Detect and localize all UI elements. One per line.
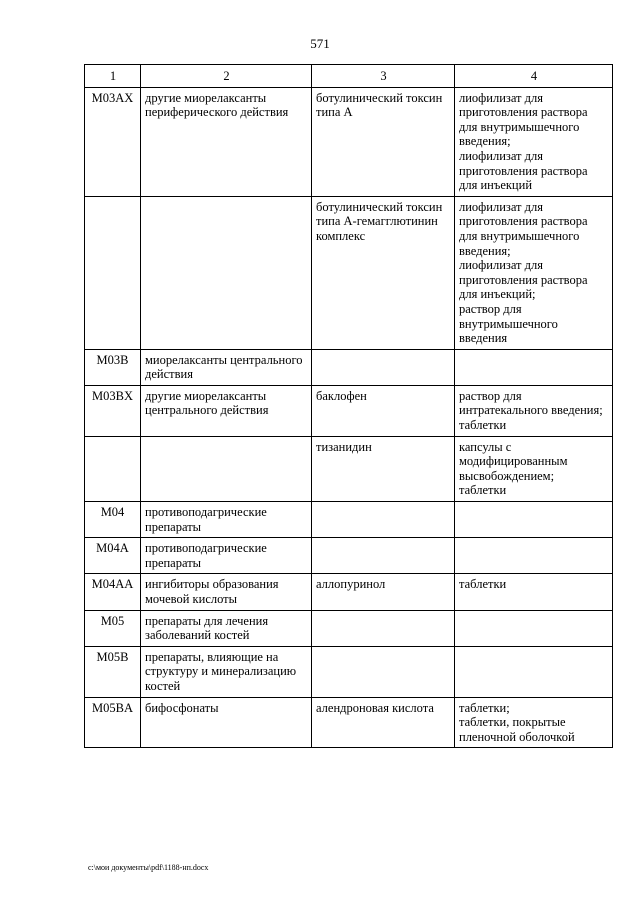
dosage-forms-cell xyxy=(455,436,613,501)
dosage-forms-line: для внутримышечного xyxy=(459,119,580,134)
page-number: 571 xyxy=(310,36,330,51)
active-substance-line: аллопуринол xyxy=(316,577,386,592)
pharmacological-group-line: препараты, влияющие на xyxy=(145,649,279,664)
table-row xyxy=(85,349,613,385)
dosage-forms-cell xyxy=(455,196,613,349)
column-header-3: 3 xyxy=(312,65,455,88)
footer-file-path: c:\мои документы\pdf\1188-нп.docx xyxy=(88,863,209,872)
dosage-forms-line: лиофилизат для xyxy=(459,148,543,163)
pharmacological-group-line: костей xyxy=(145,678,181,693)
active-substance-cell xyxy=(312,610,455,646)
atc-code-cell xyxy=(85,436,141,501)
pharmacological-group-cell xyxy=(141,574,312,610)
drug-classification-table-wrapper xyxy=(84,64,612,748)
active-substance-cell xyxy=(312,502,455,538)
active-substance-cell xyxy=(312,538,455,574)
table-row xyxy=(85,502,613,538)
dosage-forms-cell xyxy=(455,610,613,646)
pharmacological-group-line: бифосфонаты xyxy=(145,700,219,715)
pharmacological-group-line: центрального действия xyxy=(145,403,269,418)
active-substance-line: типа А xyxy=(316,105,353,120)
pharmacological-group-line: действия xyxy=(145,367,193,382)
atc-code-cell: M05 xyxy=(85,610,141,646)
dosage-forms-line: высвобождением; xyxy=(459,468,555,483)
pharmacological-group-cell xyxy=(141,538,312,574)
active-substance-cell xyxy=(312,87,455,196)
table-row xyxy=(85,87,613,196)
column-number-header-row xyxy=(85,65,613,88)
pharmacological-group-line: мочевой кислоты xyxy=(145,592,238,606)
active-substance-line: алендроновая кислота xyxy=(316,700,434,715)
active-substance-line: ботулинический токсин xyxy=(316,90,443,105)
table-row xyxy=(85,697,613,748)
active-substance-cell xyxy=(312,385,455,436)
pharmacological-group-cell xyxy=(141,697,312,748)
atc-code-cell xyxy=(85,196,141,349)
atc-code-cell: M04A xyxy=(85,538,141,574)
table-row xyxy=(85,574,613,610)
active-substance-cell xyxy=(312,349,455,385)
dosage-forms-cell xyxy=(455,87,613,196)
pharmacological-group-line: другие миорелаксанты xyxy=(145,388,267,403)
dosage-forms-cell xyxy=(455,538,613,574)
pharmacological-group-line: заболеваний костей xyxy=(145,628,250,643)
atc-code-cell: M03B xyxy=(85,349,141,385)
pharmacological-group-line: миорелаксанты центрального xyxy=(145,352,303,367)
table-body xyxy=(85,87,613,748)
pharmacological-group-cell xyxy=(141,385,312,436)
active-substance-cell xyxy=(312,196,455,349)
atc-code-cell: M05B xyxy=(85,646,141,697)
dosage-forms-line: таблетки, покрытые xyxy=(459,715,566,730)
dosage-forms-line: для инъекций xyxy=(459,178,533,193)
dosage-forms-cell xyxy=(455,385,613,436)
active-substance-line: типа А-гемагглютинин xyxy=(316,214,438,229)
dosage-forms-line: введения; xyxy=(459,243,511,258)
dosage-forms-line: модифицированным xyxy=(459,454,568,469)
dosage-forms-cell xyxy=(455,646,613,697)
dosage-forms-line: введения; xyxy=(459,134,511,149)
dosage-forms-cell xyxy=(455,502,613,538)
pharmacological-group-line: структуру и минерализацию xyxy=(145,664,297,679)
active-substance-line: комплекс xyxy=(316,228,366,243)
table-row xyxy=(85,538,613,574)
dosage-forms-line: для внутримышечного xyxy=(459,228,580,243)
dosage-forms-line: лиофилизат для xyxy=(459,199,543,214)
table-row xyxy=(85,436,613,501)
table-row xyxy=(85,385,613,436)
active-substance-cell xyxy=(312,697,455,748)
atc-code-cell: M03AX xyxy=(85,87,141,196)
dosage-forms-cell xyxy=(455,574,613,610)
pharmacological-group-line: противоподагрические xyxy=(145,505,267,520)
dosage-forms-cell xyxy=(455,349,613,385)
dosage-forms-line: приготовления раствора xyxy=(459,105,588,120)
dosage-forms-line: приготовления раствора xyxy=(459,214,588,229)
pharmacological-group-line: препараты xyxy=(145,555,202,570)
pharmacological-group-cell xyxy=(141,646,312,697)
atc-code-cell: M05BA xyxy=(85,697,141,748)
dosage-forms-line: таблетки xyxy=(459,483,507,498)
pharmacological-group-line: противоподагрические xyxy=(145,541,267,556)
pharmacological-group-cell xyxy=(141,610,312,646)
dosage-forms-line: лиофилизат для xyxy=(459,90,543,105)
atc-code-cell: M03BX xyxy=(85,385,141,436)
active-substance-line: тизанидин xyxy=(316,439,372,454)
drug-classification-table xyxy=(84,64,613,748)
table-row xyxy=(85,610,613,646)
dosage-forms-line: введения xyxy=(459,331,508,346)
pharmacological-group-line: ингибиторы образования xyxy=(145,577,279,592)
dosage-forms-line: раствор для xyxy=(459,301,522,316)
active-substance-cell xyxy=(312,574,455,610)
atc-code-cell: M04 xyxy=(85,502,141,538)
atc-code-cell: M04AA xyxy=(85,574,141,610)
active-substance-cell xyxy=(312,646,455,697)
dosage-forms-line: интратекального введения; xyxy=(459,403,603,418)
pharmacological-group-line: периферического действия xyxy=(145,105,289,120)
pharmacological-group-line: другие миорелаксанты xyxy=(145,90,267,105)
pharmacological-group-line: препараты для лечения xyxy=(145,613,269,628)
dosage-forms-line: капсулы с xyxy=(459,439,512,454)
column-header-1: 1 xyxy=(85,65,141,88)
active-substance-line: ботулинический токсин xyxy=(316,199,443,214)
dosage-forms-line: пленочной оболочкой xyxy=(459,729,575,744)
dosage-forms-line: для инъекций; xyxy=(459,287,536,302)
dosage-forms-line: таблетки xyxy=(459,418,507,433)
table-row xyxy=(85,196,613,349)
pharmacological-group-cell xyxy=(141,436,312,501)
dosage-forms-line: приготовления раствора xyxy=(459,163,588,178)
dosage-forms-line: таблетки; xyxy=(459,700,510,715)
dosage-forms-line: приготовления раствора xyxy=(459,272,588,287)
pharmacological-group-line: препараты xyxy=(145,519,202,534)
column-header-2: 2 xyxy=(141,65,312,88)
active-substance-cell xyxy=(312,436,455,501)
dosage-forms-line: раствор для xyxy=(459,388,522,403)
pharmacological-group-cell xyxy=(141,87,312,196)
pharmacological-group-cell xyxy=(141,502,312,538)
dosage-forms-line: внутримышечного xyxy=(459,316,558,331)
table-row xyxy=(85,646,613,697)
dosage-forms-line: лиофилизат для xyxy=(459,258,543,273)
column-header-4: 4 xyxy=(455,65,613,88)
active-substance-line: баклофен xyxy=(316,388,367,403)
pharmacological-group-cell xyxy=(141,349,312,385)
dosage-forms-cell xyxy=(455,697,613,748)
pharmacological-group-cell xyxy=(141,196,312,349)
dosage-forms-line: таблетки xyxy=(459,577,507,592)
